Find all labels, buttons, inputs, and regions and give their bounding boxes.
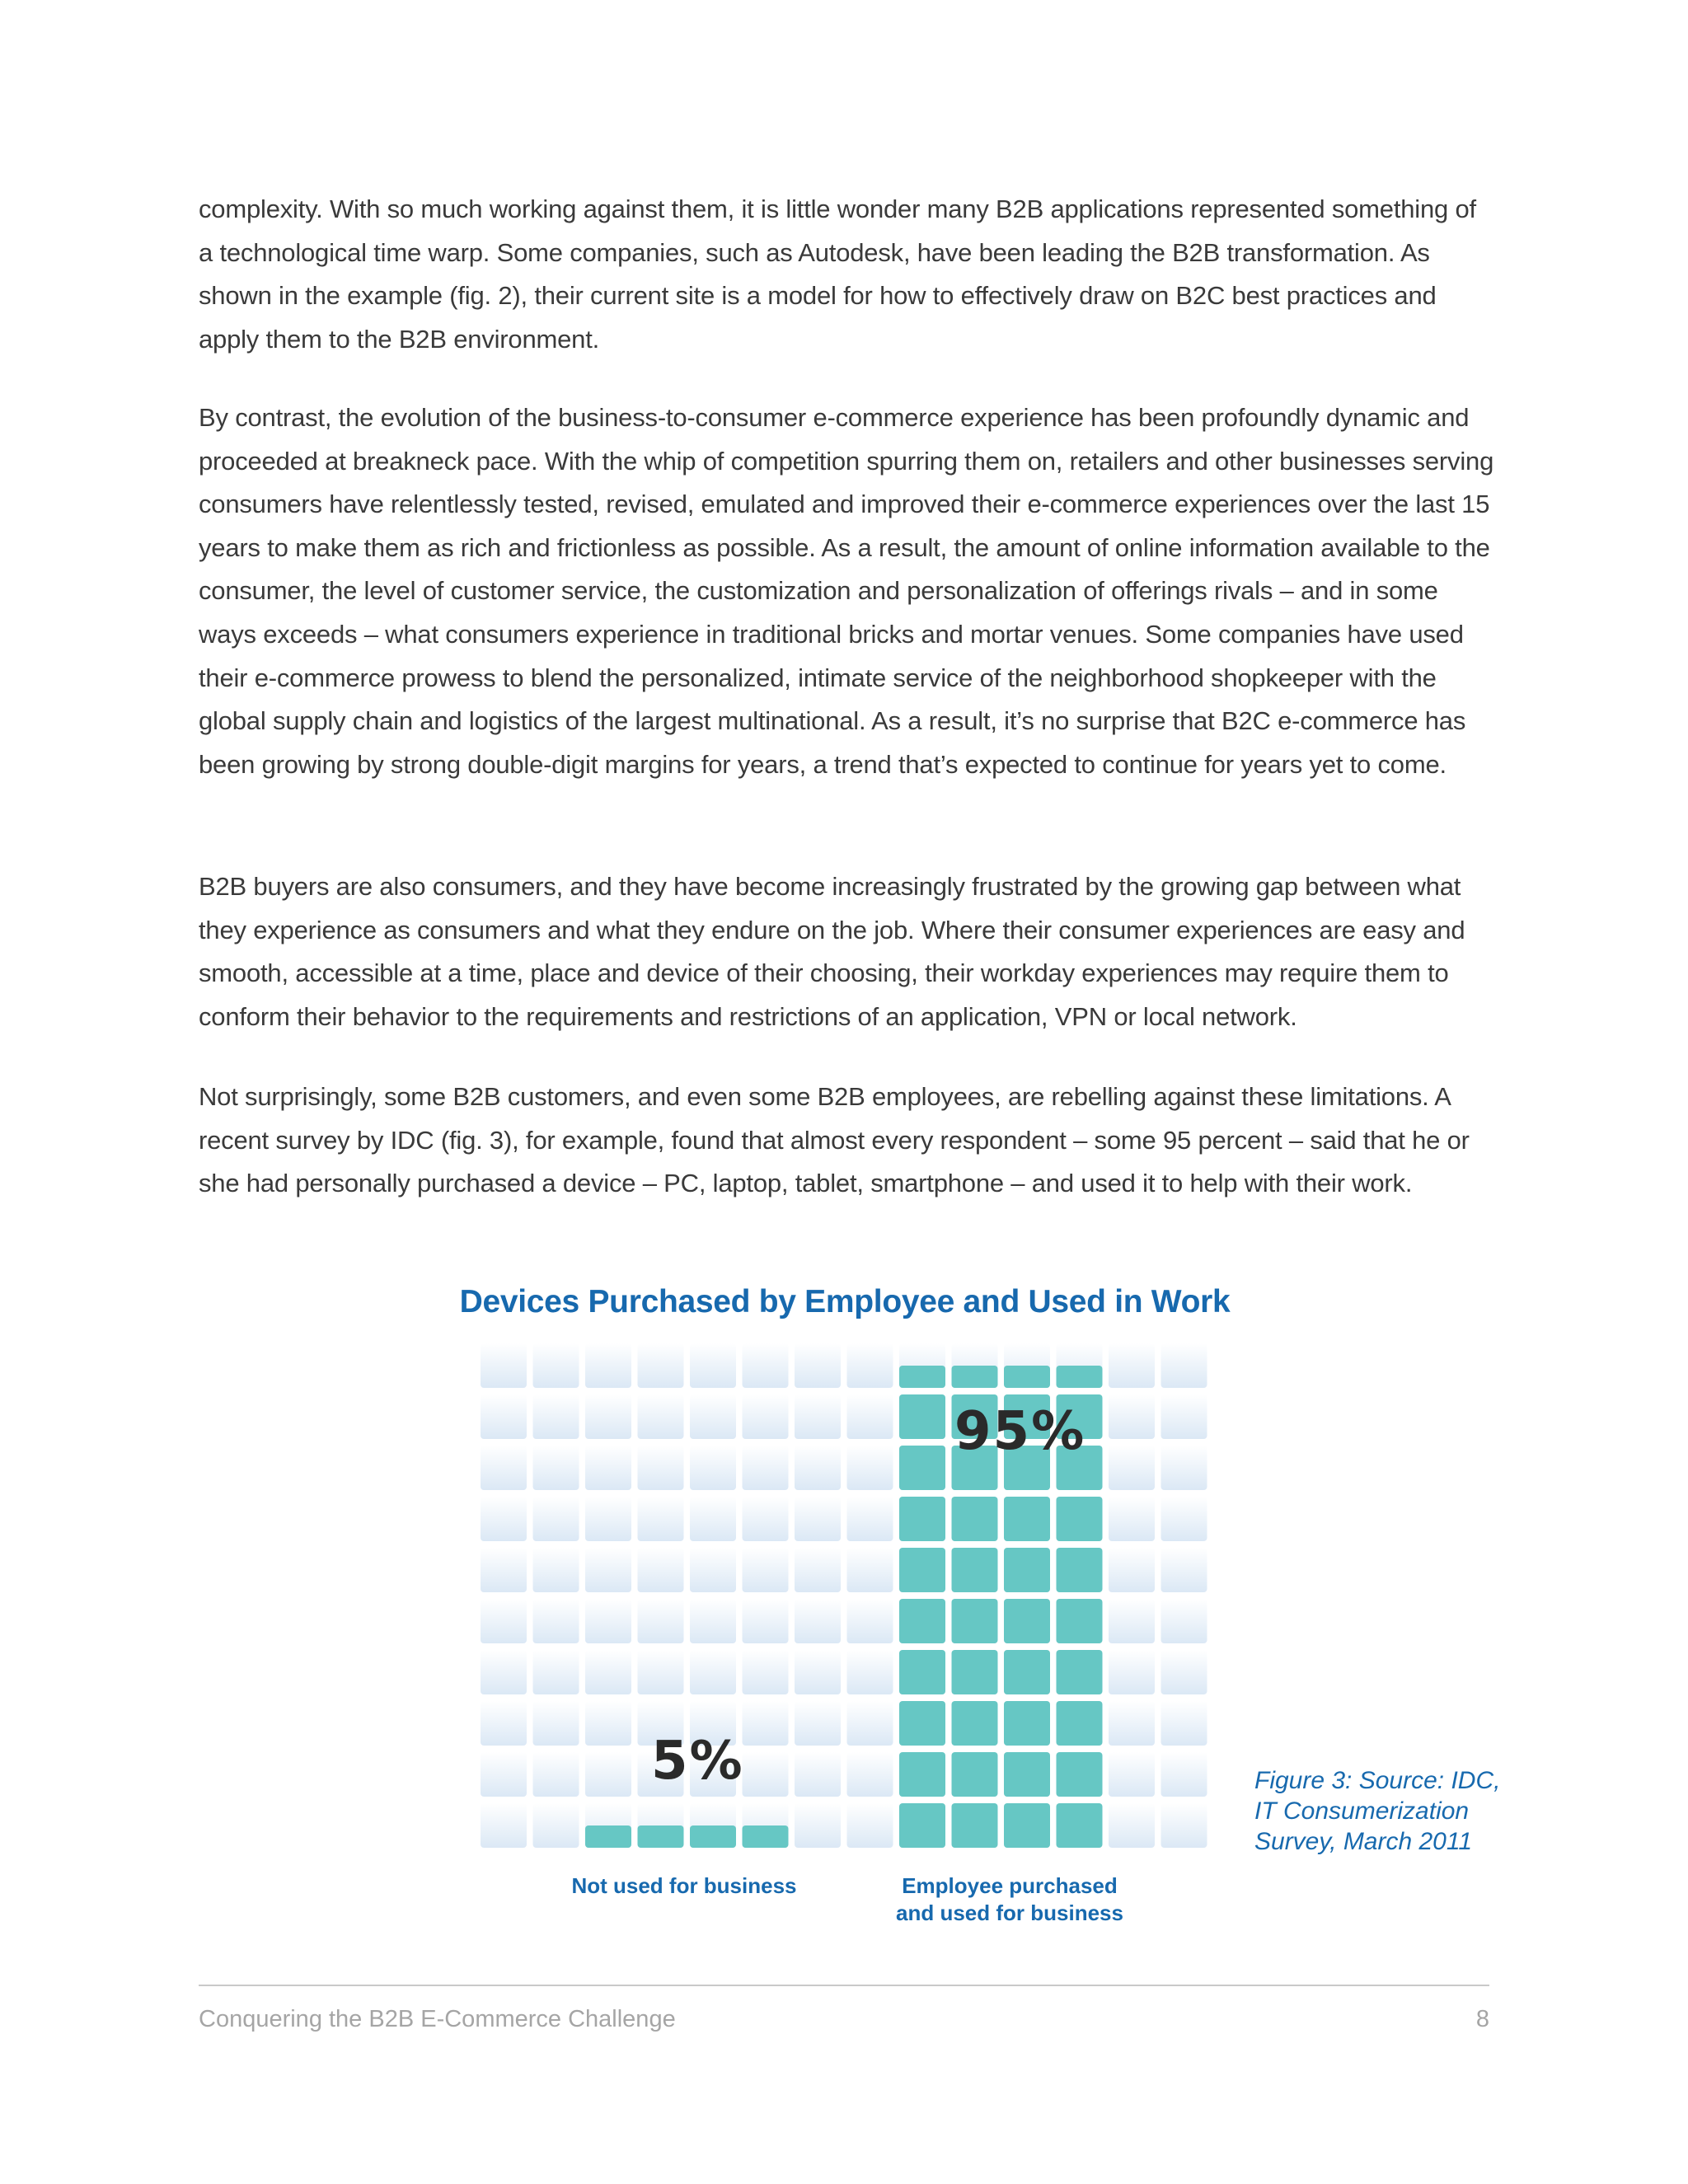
grid-tile	[481, 1803, 527, 1848]
grid-tile	[690, 1497, 736, 1541]
grid-tile	[1109, 1394, 1155, 1439]
grid-tile	[1161, 1701, 1207, 1746]
bar-tile-used-for-business	[1057, 1650, 1103, 1694]
caption-line2: IT Consumerization	[1254, 1797, 1470, 1825]
footer-title: Conquering the B2B E-Commerce Challenge	[199, 2006, 676, 2032]
grid-tile	[795, 1650, 841, 1694]
grid-tile	[795, 1548, 841, 1592]
caption-line1: Figure 3: Source: IDC,	[1254, 1767, 1501, 1794]
grid-tile	[481, 1599, 527, 1643]
grid-tile	[481, 1701, 527, 1746]
bar-tile-used-for-business	[1004, 1366, 1050, 1388]
grid-tile	[585, 1701, 631, 1746]
grid-tile	[847, 1650, 893, 1694]
grid-tile	[1109, 1752, 1155, 1797]
paragraph-3: B2B buyers are also consumers, and they have become increasingly frustrated by the growing gap between what they experience as consumers and what they endure on the job. Where their consumer experiences are easy and smooth, accessible at a time, place and device of their choosing, their workday experiences may require them to conform their behavior to the requirements and restrictions of an application, VPN or local network.	[199, 872, 1465, 1031]
category-label-left: Not used for business	[571, 1873, 797, 1898]
bar-tile-used-for-business	[1004, 1803, 1050, 1848]
grid-tile	[533, 1394, 579, 1439]
bar-tile-used-for-business	[1004, 1752, 1050, 1797]
grid-tile	[1161, 1394, 1207, 1439]
page-number: 8	[1475, 2006, 1489, 2032]
bar-tile-used-for-business	[1004, 1548, 1050, 1592]
grid-tile	[638, 1394, 684, 1439]
grid-tile	[743, 1599, 789, 1643]
grid-tile	[743, 1394, 789, 1439]
grid-tile	[1161, 1446, 1207, 1490]
grid-tile	[847, 1752, 893, 1797]
grid-tile	[1109, 1803, 1155, 1848]
grid-tile	[795, 1701, 841, 1746]
grid-tile	[795, 1394, 841, 1439]
grid-tile	[533, 1599, 579, 1643]
grid-tile	[1161, 1343, 1207, 1388]
category-label-right-line1: Employee purchased	[902, 1873, 1118, 1898]
grid-tile	[1161, 1752, 1207, 1797]
grid-tile	[638, 1548, 684, 1592]
bar-tile-used-for-business	[899, 1701, 945, 1746]
grid-tile	[585, 1548, 631, 1592]
bar-tile-used-for-business	[952, 1803, 998, 1848]
grid-tile	[533, 1752, 579, 1797]
grid-tile	[585, 1394, 631, 1439]
grid-tile	[1161, 1497, 1207, 1541]
grid-tile	[690, 1446, 736, 1490]
grid-tile	[1161, 1599, 1207, 1643]
value-label-small: 5%	[651, 1731, 744, 1792]
caption-line3: Survey, March 2011	[1254, 1828, 1473, 1855]
category-label-right-line2: and used for business	[896, 1900, 1123, 1925]
grid-tile	[481, 1446, 527, 1490]
bar-tile-used-for-business	[899, 1366, 945, 1388]
grid-tile	[690, 1599, 736, 1643]
grid-tile	[847, 1343, 893, 1388]
grid-tile	[795, 1497, 841, 1541]
bar-tile-used-for-business	[952, 1752, 998, 1797]
grid-tile	[638, 1599, 684, 1643]
bar-tile-used-for-business	[952, 1650, 998, 1694]
grid-tile	[1109, 1650, 1155, 1694]
bar-tile-used-for-business	[1057, 1701, 1103, 1746]
grid-tile	[533, 1803, 579, 1848]
grid-tile	[743, 1343, 789, 1388]
grid-tile	[1109, 1548, 1155, 1592]
paragraph-4: Not surprisingly, some B2B customers, and even some B2B employees, are rebelling against these limitations. A recent survey by IDC (fig. 3), for example, found that almost every respondent – some 95 percent – said that he or she had personally purchased a device – PC, laptop, tablet, smartphone – and used it to help with their work.	[199, 1082, 1470, 1198]
grid-tile	[585, 1752, 631, 1797]
grid-tile	[690, 1650, 736, 1694]
grid-tile	[638, 1343, 684, 1388]
grid-tile	[743, 1548, 789, 1592]
footer-rule	[199, 1985, 1489, 1986]
bar-tile-not-used	[638, 1825, 684, 1848]
grid-tile	[638, 1650, 684, 1694]
bar-tile-used-for-business	[1057, 1752, 1103, 1797]
bar-tile-used-for-business	[899, 1394, 945, 1439]
bar-tile-used-for-business	[1057, 1599, 1103, 1643]
bar-tile-not-used	[690, 1825, 736, 1848]
bar-tile-used-for-business	[952, 1548, 998, 1592]
bar-tile-used-for-business	[1004, 1599, 1050, 1643]
grid-tile	[847, 1599, 893, 1643]
grid-tile	[690, 1394, 736, 1439]
grid-tile	[847, 1497, 893, 1541]
grid-tile	[533, 1446, 579, 1490]
bar-tile-used-for-business	[1057, 1548, 1103, 1592]
bar-tile-used-for-business	[1057, 1497, 1103, 1541]
grid-tile	[847, 1548, 893, 1592]
grid-tile	[743, 1752, 789, 1797]
grid-tile	[847, 1701, 893, 1746]
grid-tile	[795, 1343, 841, 1388]
grid-tile	[690, 1343, 736, 1388]
grid-tile	[690, 1548, 736, 1592]
bar-tile-used-for-business	[1004, 1497, 1050, 1541]
bar-tile-used-for-business	[899, 1752, 945, 1797]
grid-tile	[533, 1701, 579, 1746]
figure-caption	[1254, 1765, 1502, 1857]
paragraph-1: complexity. With so much working against them, it is little wonder many B2B applications represented something of a technological time warp. Some companies, such as Autodesk, have been leading the B2B transformation. As shown in the example (fig. 2), their current site is a model for how to effectively draw on B2C best practices and apply them to the B2B environment.	[199, 194, 1476, 354]
grid-tile	[533, 1548, 579, 1592]
grid-tile	[1161, 1650, 1207, 1694]
grid-tile	[481, 1650, 527, 1694]
grid-tile	[743, 1650, 789, 1694]
grid-tile	[533, 1650, 579, 1694]
grid-tile	[1161, 1548, 1207, 1592]
grid-tile	[743, 1446, 789, 1490]
bar-tile-used-for-business	[899, 1548, 945, 1592]
bar-tile-used-for-business	[1057, 1803, 1103, 1848]
bar-tile-used-for-business	[899, 1803, 945, 1848]
grid-tile	[847, 1394, 893, 1439]
grid-tile	[638, 1497, 684, 1541]
grid-tile	[585, 1599, 631, 1643]
chart-title: Devices Purchased by Employee and Used in Work	[459, 1284, 1231, 1319]
grid-tile	[481, 1497, 527, 1541]
bar-tile-used-for-business	[1004, 1650, 1050, 1694]
grid-tile	[743, 1701, 789, 1746]
bar-tile-used-for-business	[952, 1599, 998, 1643]
grid-tile	[585, 1343, 631, 1388]
bar-tile-used-for-business	[899, 1446, 945, 1490]
grid-tile	[1161, 1803, 1207, 1848]
paragraph-2: By contrast, the evolution of the business-to-consumer e-commerce experience has been profoundly dynamic and proceeded at breakneck pace. With the whip of competition spurring them on, retailers and other businesses serving consumers have relentlessly tested, revised, emulated and improved their e-commerce experiences over the last 15 years to make them as rich and frictionless as possible. As a result, the amount of online information available to the consumer, the level of customer service, the customization and personalization of offerings rivals – and in some ways exceeds – what consumers experience in traditional bricks and mortar venues. Some companies have used their e-commerce prowess to blend the personalized, intimate service of the neighborhood shopkeeper with the global supply chain and logistics of the largest multinational. As a result, it’s no surprise that B2C e-commerce has been growing by strong double-digit margins for years, a trend that’s expected to continue for years yet to come.	[199, 403, 1494, 779]
grid-tile	[585, 1446, 631, 1490]
grid-tile	[847, 1446, 893, 1490]
grid-tile	[795, 1599, 841, 1643]
grid-tile	[481, 1343, 527, 1388]
grid-tile	[533, 1497, 579, 1541]
grid-tile	[481, 1394, 527, 1439]
bar-tile-used-for-business	[1057, 1366, 1103, 1388]
grid-tile	[1109, 1701, 1155, 1746]
bar-tile-used-for-business	[1004, 1701, 1050, 1746]
grid-tile	[585, 1650, 631, 1694]
bar-tile-used-for-business	[952, 1366, 998, 1388]
grid-tile	[533, 1343, 579, 1388]
grid-tile	[1109, 1599, 1155, 1643]
bar-tile-used-for-business	[899, 1650, 945, 1694]
grid-tile	[1109, 1446, 1155, 1490]
bar-tile-not-used	[743, 1825, 789, 1848]
grid-tile	[743, 1497, 789, 1541]
grid-tile	[481, 1548, 527, 1592]
grid-tile	[585, 1497, 631, 1541]
grid-tile	[847, 1803, 893, 1848]
bar-tile-used-for-business	[899, 1599, 945, 1643]
grid-tile	[1109, 1343, 1155, 1388]
bar-tile-used-for-business	[952, 1701, 998, 1746]
grid-tile	[481, 1752, 527, 1797]
bar-tile-used-for-business	[899, 1497, 945, 1541]
value-label-large: 95%	[954, 1401, 1086, 1462]
grid-tile	[1109, 1497, 1155, 1541]
bar-tile-used-for-business	[952, 1497, 998, 1541]
grid-tile	[638, 1446, 684, 1490]
grid-tile	[795, 1803, 841, 1848]
grid-tile	[795, 1446, 841, 1490]
bar-tile-not-used	[585, 1825, 631, 1848]
category-label-right	[857, 1872, 1162, 1927]
grid-tile	[795, 1752, 841, 1797]
